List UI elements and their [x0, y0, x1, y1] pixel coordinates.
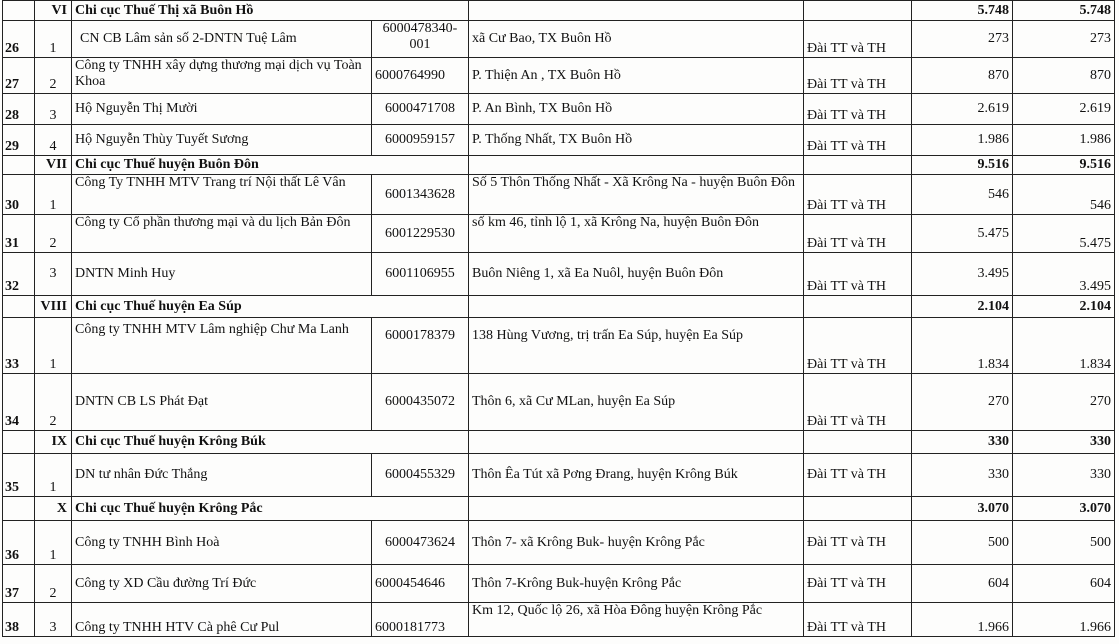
row-index: 2: [35, 374, 72, 431]
row-tax-code: 6000471708: [372, 94, 469, 125]
row-stt: 29: [3, 125, 35, 156]
section-roman: IX: [35, 431, 72, 454]
row-unit: Đài TT và TH: [804, 318, 912, 374]
section-roman: VI: [35, 1, 72, 21]
tax-debt-table: [2, 0, 1115, 637]
row-value-a: 273: [912, 21, 1013, 58]
row-tax-code: 6000455329: [372, 454, 469, 497]
row-index: 1: [35, 21, 72, 58]
row-stt: 26: [3, 21, 35, 58]
row-stt: 36: [3, 521, 35, 565]
section-total-b: 3.070: [1013, 497, 1115, 521]
section-roman: X: [35, 497, 72, 521]
row-value-a: 1.834: [912, 318, 1013, 374]
row-tax-code: 6001106955: [372, 253, 469, 296]
row-name: DNTN CB LS Phát Đạt: [72, 374, 372, 431]
row-index: 2: [35, 58, 72, 94]
row-index: 2: [35, 215, 72, 253]
row-index: 1: [35, 175, 72, 215]
row-stt: 28: [3, 94, 35, 125]
row-value-a: 870: [912, 58, 1013, 94]
row-name: Hộ Nguyễn Thùy Tuyết Sương: [72, 125, 372, 156]
row-value-b: 870: [1013, 58, 1115, 94]
section-stt-cell: [3, 296, 35, 318]
row-stt: 33: [3, 318, 35, 374]
section-row-viii: [3, 296, 1115, 318]
row-name: Công ty TNHH xây dựng thương mại dịch vụ Toàn Khoa: [72, 58, 372, 94]
empty-cell: [469, 431, 804, 454]
row-value-a: 3.495: [912, 253, 1013, 296]
section-stt-cell: [3, 431, 35, 454]
row-stt: 35: [3, 454, 35, 497]
table-row: [3, 318, 1115, 374]
row-tax-code: 6001343628: [372, 175, 469, 215]
table-row: [3, 603, 1115, 637]
section-stt-cell: [3, 497, 35, 521]
row-unit: Đài TT và TH: [804, 58, 912, 94]
section-row-x: [3, 497, 1115, 521]
table-row: [3, 125, 1115, 156]
row-value-b: 500: [1013, 521, 1115, 565]
table-row: [3, 215, 1115, 253]
section-title: Chi cục Thuế Thị xã Buôn Hồ: [72, 1, 469, 21]
row-stt: 34: [3, 374, 35, 431]
row-value-a: 5.475: [912, 215, 1013, 253]
section-row-ix: [3, 431, 1115, 454]
row-unit: Đài TT và TH: [804, 21, 912, 58]
row-value-a: 546: [912, 175, 1013, 215]
row-index: 1: [35, 318, 72, 374]
table-row: [3, 58, 1115, 94]
row-unit: Đài TT và TH: [804, 521, 912, 565]
row-stt: 37: [3, 565, 35, 603]
empty-cell: [804, 1, 912, 21]
row-unit: Đài TT và TH: [804, 215, 912, 253]
row-tax-code: 6000435072: [372, 374, 469, 431]
row-tax-code: 6001229530: [372, 215, 469, 253]
row-stt: 31: [3, 215, 35, 253]
row-value-b: 273: [1013, 21, 1115, 58]
row-value-a: 500: [912, 521, 1013, 565]
row-unit: Đài TT và TH: [804, 94, 912, 125]
table-row: [3, 521, 1115, 565]
table-row: [3, 175, 1115, 215]
row-address: P. An Bình, TX Buôn Hồ: [469, 94, 804, 125]
row-stt: 32: [3, 253, 35, 296]
row-index: 1: [35, 521, 72, 565]
table-row: [3, 454, 1115, 497]
empty-cell: [804, 296, 912, 318]
row-name: Công ty XD Cầu đường Trí Đức: [72, 565, 372, 603]
empty-cell: [804, 497, 912, 521]
row-value-a: 1.986: [912, 125, 1013, 156]
table-row: [3, 21, 1115, 58]
row-unit: Đài TT và TH: [804, 454, 912, 497]
row-address: Thôn Êa Tút xã Pơng Đrang, huyện Krông Búk: [469, 454, 804, 497]
section-total-b: 330: [1013, 431, 1115, 454]
row-index: 4: [35, 125, 72, 156]
row-name: Hộ Nguyễn Thị Mười: [72, 94, 372, 125]
row-index: 2: [35, 565, 72, 603]
section-total-a: 2.104: [912, 296, 1013, 318]
empty-cell: [804, 431, 912, 454]
row-value-b: 1.834: [1013, 318, 1115, 374]
row-name: Công ty TNHH Bình Hoà: [72, 521, 372, 565]
row-address: Thôn 6, xã Cư MLan, huyện Ea Súp: [469, 374, 804, 431]
row-value-b: 1.966: [1013, 603, 1115, 637]
section-title: Chi cục Thuế huyện Krông Pắc: [72, 497, 469, 521]
section-stt-cell: [3, 1, 35, 21]
row-index: 3: [35, 253, 72, 296]
row-unit: Đài TT và TH: [804, 125, 912, 156]
row-address: Thôn 7-Krông Buk-huyện Krông Pắc: [469, 565, 804, 603]
row-value-b: 546: [1013, 175, 1115, 215]
row-index: 3: [35, 94, 72, 125]
row-name: Công ty TNHH HTV Cà phê Cư Pul: [72, 603, 372, 637]
row-tax-code: 6000764990: [372, 58, 469, 94]
row-unit: Đài TT và TH: [804, 175, 912, 215]
row-tax-code: 6000178379: [372, 318, 469, 374]
table-row: [3, 374, 1115, 431]
table-row: [3, 565, 1115, 603]
row-address: xã Cư Bao, TX Buôn Hồ: [469, 21, 804, 58]
row-value-a: 604: [912, 565, 1013, 603]
row-name: Công Ty TNHH MTV Trang trí Nội thất Lê Vân: [72, 175, 372, 215]
section-roman: VIII: [35, 296, 72, 318]
section-total-a: 5.748: [912, 1, 1013, 21]
row-tax-code: 6000959157: [372, 125, 469, 156]
empty-cell: [804, 156, 912, 175]
row-address: 138 Hùng Vương, trị trấn Ea Súp, huyện Ea Súp: [469, 318, 804, 374]
row-tax-code: 6000181773: [372, 603, 469, 637]
row-tax-code: 6000454646: [372, 565, 469, 603]
row-unit: Đài TT và TH: [804, 374, 912, 431]
row-name: DN tư nhân Đức Thắng: [72, 454, 372, 497]
row-value-b: 1.986: [1013, 125, 1115, 156]
section-total-a: 3.070: [912, 497, 1013, 521]
section-row-vii: [3, 156, 1115, 175]
row-tax-code: 6000478340-001: [372, 21, 469, 58]
row-name: Công ty Cổ phần thương mại và du lịch Bản Đôn: [72, 215, 372, 253]
row-value-b: 604: [1013, 565, 1115, 603]
row-value-b: 330: [1013, 454, 1115, 497]
row-name: CN CB Lâm sản số 2-DNTN Tuệ Lâm: [72, 21, 372, 58]
section-row-vi: [3, 1, 1115, 21]
row-value-a: 330: [912, 454, 1013, 497]
row-address: số km 46, tỉnh lộ 1, xã Krông Na, huyện Buôn Đôn: [469, 215, 804, 253]
table-row: [3, 253, 1115, 296]
section-total-b: 2.104: [1013, 296, 1115, 318]
row-unit: Đài TT và TH: [804, 565, 912, 603]
row-value-b: 270: [1013, 374, 1115, 431]
empty-cell: [469, 296, 804, 318]
row-stt: 27: [3, 58, 35, 94]
section-title: Chi cục Thuế huyện Buôn Đôn: [72, 156, 469, 175]
row-address: Số 5 Thôn Thống Nhất - Xã Krông Na - huyện Buôn Đôn: [469, 175, 804, 215]
section-total-a: 9.516: [912, 156, 1013, 175]
row-value-a: 1.966: [912, 603, 1013, 637]
row-name: DNTN Minh Huy: [72, 253, 372, 296]
row-unit: Đài TT và TH: [804, 253, 912, 296]
row-value-b: 3.495: [1013, 253, 1115, 296]
empty-cell: [469, 497, 804, 521]
empty-cell: [469, 156, 804, 175]
row-value-a: 270: [912, 374, 1013, 431]
row-name: Công ty TNHH MTV Lâm nghiệp Chư Ma Lanh: [72, 318, 372, 374]
row-address: P. Thiện An , TX Buôn Hồ: [469, 58, 804, 94]
section-roman: VII: [35, 156, 72, 175]
row-unit: Đài TT và TH: [804, 603, 912, 637]
row-stt: 38: [3, 603, 35, 637]
row-value-b: 5.475: [1013, 215, 1115, 253]
section-title: Chi cục Thuế huyện Ea Súp: [72, 296, 469, 318]
row-tax-code: 6000473624: [372, 521, 469, 565]
row-index: 3: [35, 603, 72, 637]
section-total-b: 5.748: [1013, 1, 1115, 21]
table-row: [3, 94, 1115, 125]
row-value-b: 2.619: [1013, 94, 1115, 125]
section-stt-cell: [3, 156, 35, 175]
row-address: Km 12, Quốc lộ 26, xã Hòa Đông huyện Krông Pắc: [469, 603, 804, 637]
row-stt: 30: [3, 175, 35, 215]
row-value-a: 2.619: [912, 94, 1013, 125]
row-address: Thôn 7- xã Krông Buk- huyện Krông Pắc: [469, 521, 804, 565]
row-address: P. Thống Nhất, TX Buôn Hồ: [469, 125, 804, 156]
section-title: Chi cục Thuế huyện Krông Búk: [72, 431, 469, 454]
row-index: 1: [35, 454, 72, 497]
row-address: Buôn Niêng 1, xã Ea Nuôl, huyện Buôn Đôn: [469, 253, 804, 296]
empty-cell: [469, 1, 804, 21]
section-total-b: 9.516: [1013, 156, 1115, 175]
section-total-a: 330: [912, 431, 1013, 454]
